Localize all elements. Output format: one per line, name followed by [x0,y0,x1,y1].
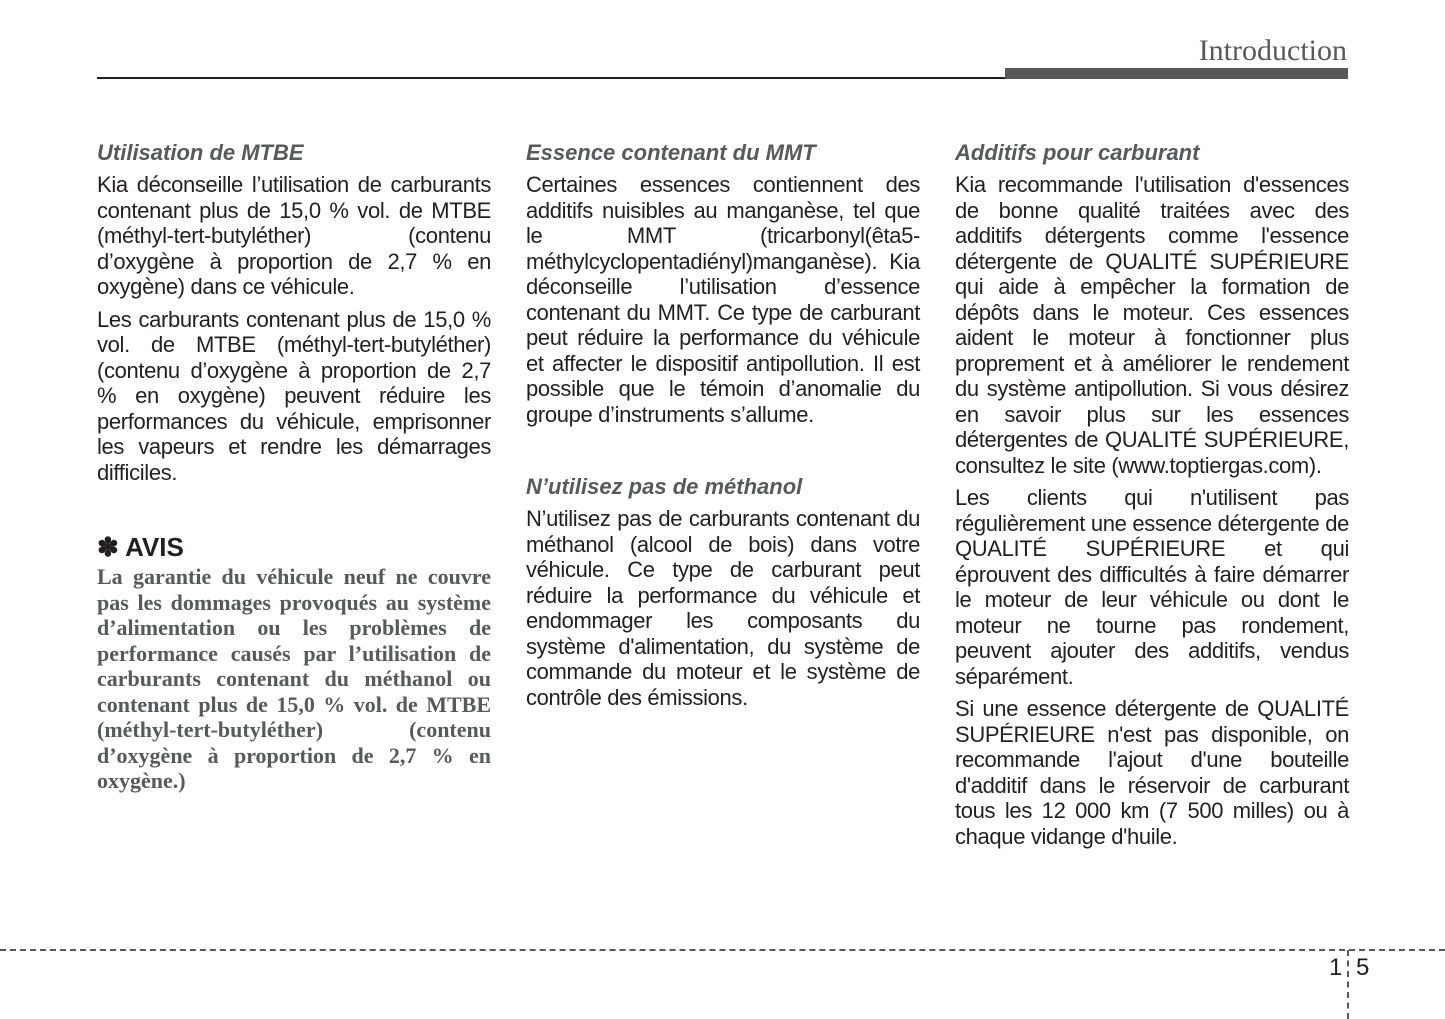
heading-additives: Additifs pour carburant [955,140,1200,165]
page-number: 5 [1356,954,1370,981]
paragraph: N’utilisez pas de carburants contenant du méthanol (alcool de bois) dans votre véhicule. Ce type de carburant peut réduire la performance du véhicule et endommager les composants du système d'alimentation, du système de commande du moteur et le système de contrôle des émissions. [526,506,920,710]
column-1 [97,140,491,794]
asterisk-icon: ✽ [97,532,119,562]
header-rule [97,77,1007,79]
paragraph: Kia recommande l'utilisation d'essences de bonne qualité traitées avec des additifs détergents comme l'essence détergente de QUALITÉ SUPÉRIEURE qui aide à empêcher la formation de dépôts dans le moteur. Ces essences aident le moteur à fonctionner plus proprement et à améliorer le rendement du système antipollution. Si vous désirez en savoir plus sur les essences détergentes de QUALITÉ SUPÉRIEURE, consultez le site (www.toptiergas.com). [955,172,1349,478]
column-3 [955,140,1349,856]
section-title: Introduction [1198,34,1347,67]
heading-mmt: Essence contenant du MMT [526,140,816,165]
notice-title [97,532,491,562]
header-bar [1005,68,1348,79]
heading-methanol: N’utilisez pas de méthanol [526,474,803,499]
paragraph: Si une essence détergente de QUALITÉ SUPÉRIEURE n'est pas disponible, on recommande l'ajout d'une bouteille d'additif dans le réservoir de carburant tous les 12 000 km (7 500 milles) ou à chaque vidange d'huile. [955,696,1349,849]
paragraph: Les carburants contenant plus de 15,0 % vol. de MTBE (méthyl-tert-butyléther) (contenu d’oxygène à proportion de 2,7 % en oxygène) peuvent réduire les performances du véhicule, emprisonner les vapeurs et rendre les démarrages difficiles. [97,306,491,485]
paragraph: Les clients qui n'utilisent pas régulièrement une essence détergente de QUALITÉ SUPÉRIEURE et qui éprouvent des difficultés à faire démarrer le moteur de leur véhicule ou dont le moteur ne tourne pas rondement, peuvent ajouter des additifs, vendus séparément. [955,485,1349,689]
notice-label: AVIS [125,532,184,562]
heading-mtbe: Utilisation de MTBE [97,140,304,165]
chapter-number: 1 [1329,954,1343,981]
notice-text: La garantie du véhicule neuf ne couvre pas les dommages provoqués au système d’alimentation ou les problèmes de performance causés par l’utilisation de carburants contenant du méthanol ou contenant plus de 15,0 % vol. de MTBE (méthyl-tert-butyléther) (contenu d’oxygène à proportion de 2,7 % en oxygène.) [97,564,491,793]
footer-rule [0,949,1445,951]
paragraph: Kia déconseille l’utilisation de carburants contenant plus de 15,0 % vol. de MTBE (méthyl-tert-butyléther) (contenu d’oxygène à proportion de 2,7 % en oxygène) dans ce véhicule. [97,172,491,299]
column-2 [526,140,920,717]
paragraph: Certaines essences contiennent des additifs nuisibles au manganèse, tel que le MMT (tricarbonyl(êta5-méthylcyclopentadiényl)manganèse). Kia déconseille l’utilisation d’essence contenant du MMT. Ce type de carburant peut réduire la performance du véhicule et affecter le dispositif antipollution. Il est possible que le témoin d’anomalie du groupe d’instruments s’allume. [526,172,920,427]
footer-divider [1347,950,1349,1019]
